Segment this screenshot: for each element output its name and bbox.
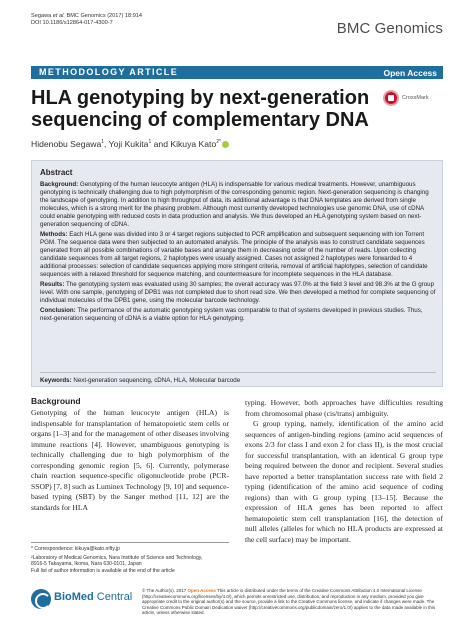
background-paragraph: Genotyping of the human leucocyte antigen (HLA) is indispensable for transplantation of hematopoietic stem cells or organs [1–3] and for the management of other diseases involving immune reactions [4]. However, unambiguous genotyping is technically challenging due to high polymorphism of the corresponding genomic region [5, 6]. Currently, polymerase chain reaction sequence-specific oligonucleotide probe (PCR-SSOP) [7, 8] such as Luminex Technology [9, 10] and sequence-based typing (SBT) by the Sanger method [11, 12] are the standards for HLA	[31, 408, 229, 512]
abstract-conclusion	[40, 307, 436, 323]
abstract-conclusion-text: The performance of the automatic genotyping system was comparable to that of systems developed in previous studies. Thus, next-generation sequencing of cDNA is a viable option for HLA genotyping.	[40, 307, 423, 323]
abstract-results-text: The genotyping system was evaluated using 30 samples; the overall accuracy was 97.0% at the field 3 level and 98.3% at the G group level. With one sample, genotyping of DPB1 was not completed due to short read size. We then developed a method for complete sequencing of individual molecules of the DPB1 gene, using the molecular barcode technology.	[40, 281, 436, 304]
author-1[interactable]: Hidenobu Segawa	[31, 139, 102, 149]
abstract-conclusion-label: Conclusion:	[40, 307, 76, 315]
abstract-methods	[40, 231, 436, 278]
abstract-background-text: Genotyping of the human leucocyte antigen (HLA) is indispensable for various medical treatments. However, unambiguous genotyping is technically challenging due to high polymorphism of the corresponding genomic region. Next-generation sequencing is changing the landscape of genotyping. In addition to high throughput of data, its additional advantage is that DNA templates are derived from single molecules, which is a strong merit for the phasing problem. Although most currently developed technologies use genomic DNA, use of cDNA could enable genotyping with reduced costs in data production and analysis. We thus developed an HLA genotyping system based on next-generation sequencing of cDNA.	[40, 181, 429, 228]
full-author-info-note: Full list of author information is available at the end of the article	[31, 567, 175, 574]
keywords	[40, 372, 436, 384]
biomed-central-wordmark	[54, 591, 132, 603]
license-prefix: © The Author(s). 2017	[142, 588, 188, 593]
author-1-affiliation: 1	[101, 139, 105, 146]
wordmark-central: Central	[93, 591, 133, 603]
citation-authors: Segawa	[31, 13, 53, 19]
abstract-methods-label: Methods:	[40, 231, 68, 239]
affiliation-line-1: ²Laboratory of Medical Genomics, Nara Institute of Science and Technology,	[31, 554, 203, 561]
right-paragraph-2: G group typing, namely, identification of the amino acid sequences of antigen-binding regions (amino acid sequences of exons 2/3 for class I and exon 2 for class II), is the most crucial for successful transplantation, with an identical G group type being required between the donor and recipient. Several studies have reported a better transplantation success rate with field 2 typing (identification of the amino acid sequence of coding regions) than with G group typing [13–15]. Because the expression of HLA genes has been reported to affect hematopoietic stem cell transplantation [16], the detection of null alleles (alleles for which no HLA products are expressed at the cell surface) may be important.	[245, 419, 443, 544]
body-column-left	[31, 396, 229, 513]
crossmark-label: CrossMark	[402, 95, 429, 101]
license-open-access: Open Access	[187, 588, 216, 593]
abstract-background-label: Background:	[40, 181, 79, 188]
open-access-label: Open Access	[383, 67, 437, 78]
right-paragraph-1: typing. However, both approaches have difficulties resulting from chromosomal phase (cis/trans) ambiguity.	[245, 398, 443, 418]
author-list	[31, 139, 229, 149]
wordmark-bio: BioMed	[54, 591, 94, 603]
keywords-text: Next-generation sequencing, cDNA, HLA, Molecular barcode	[71, 377, 241, 384]
body-column-right	[245, 398, 443, 545]
license-text: This article is distributed under the terms of the Creative Commons Attribution 4.0 International License (http://creativecommons.org/licenses/by/4.0/), which permits unrestricted use, distribution, and reproduction in any medium, provided you give appropriate credit to the original author(s) and the source, provide a link to the Creative Commons license, and indicate if changes were made. The Creative Commons Public Domain Dedication waiver (http://creativecommons.org/publicdomain/zero/1.0/) applies to the data made available in this article, unless otherwise stated.	[142, 588, 436, 616]
background-heading: Background	[31, 396, 81, 406]
doi-line[interactable]: DOI 10.1186/s12864-017-4300-7	[31, 20, 113, 27]
footnotes	[31, 542, 229, 574]
abstract-body	[40, 181, 436, 326]
affiliation-line-2: 8916-5 Takayama, Ikoma, Nara 630-0101, Japan	[31, 561, 142, 567]
journal-name: BMC Genomics	[336, 20, 443, 37]
abstract-methods-text: Each HLA gene was divided into 3 or 4 target regions subjected to PCR amplification and subsequent sequencing with Ion Torrent PGM. The sequence data were then subjected to an automated analysis. The principle of the analysis was to construct candidate sequences generated from all possible combinations of variable bases and arrange them in decreasing order of the number of reads. Upon collecting candidate sequences from all target regions, 2 haplotypes were usually assigned. Cases not assigned 2 haplotypes were forwarded to 4 additional processes: selection of candidate sequences applying more stringent criteria, removal of artificial haplotypes, selection of candidate sequences with a relaxed threshold for sequence matching, and countermeasure for incomplete sequences in the HLA database.	[40, 231, 428, 278]
author-2-affiliation: 1	[148, 139, 152, 146]
keywords-label: Keywords:	[40, 377, 72, 384]
abstract-results-label: Results:	[40, 281, 65, 289]
article-type-banner	[31, 66, 443, 79]
citation-journal: BMC Genomics (2017) 18:914	[64, 13, 143, 19]
author-3[interactable]: and Kikuya Kato	[151, 139, 217, 149]
author-3-affiliation: 2*	[216, 139, 221, 146]
abstract-heading: Abstract	[40, 168, 73, 177]
article-meta	[31, 13, 142, 28]
article-type-label: METHODOLOGY ARTICLE	[39, 67, 179, 77]
license-statement	[142, 588, 443, 616]
abstract-results	[40, 281, 436, 305]
orcid-icon[interactable]	[222, 141, 229, 148]
citation-et-al: et al.	[52, 13, 65, 19]
crossmark-badge[interactable]	[383, 88, 443, 110]
citation-line	[31, 13, 142, 20]
author-2[interactable]: , Yoji Kukita	[104, 139, 149, 149]
correspondence-note[interactable]: * Correspondence: kikuya@kato.nifty.jp	[31, 546, 120, 552]
biomed-central-logo[interactable]	[31, 587, 133, 611]
abstract-background	[40, 181, 436, 228]
abstract-box	[31, 160, 443, 387]
article-title: HLA genotyping by next-generation sequencing of complementary DNA	[31, 87, 370, 131]
biomed-central-icon	[31, 589, 51, 609]
crossmark-icon	[383, 90, 399, 106]
